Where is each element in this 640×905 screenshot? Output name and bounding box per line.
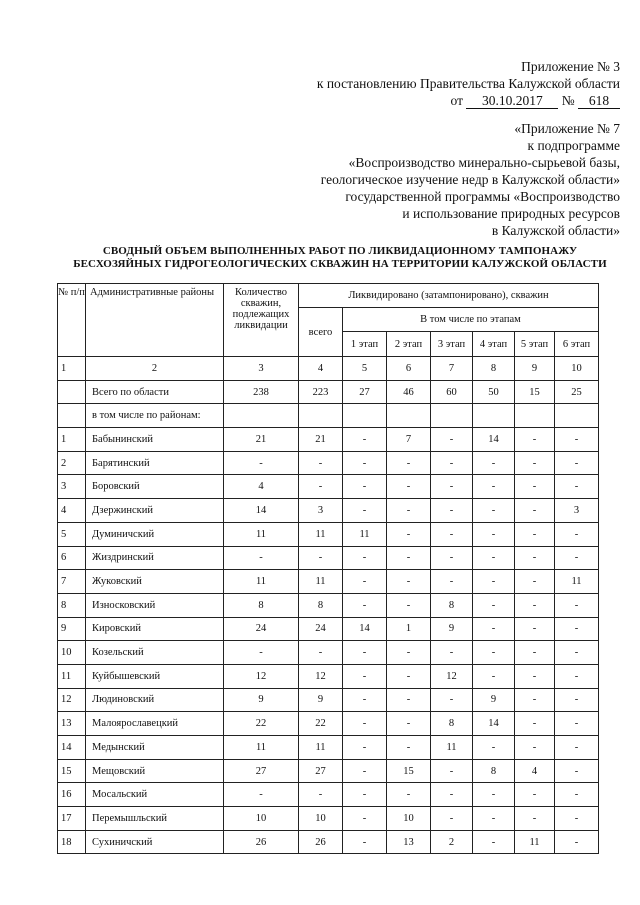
table-cell: -	[387, 712, 431, 736]
table-cell: -	[387, 522, 431, 546]
table-cell: 9	[431, 617, 473, 641]
table-cell: 10	[555, 357, 599, 381]
table-cell	[431, 404, 473, 428]
table-cell: -	[387, 641, 431, 665]
resolution-number: 618	[578, 93, 620, 109]
table-cell: 12	[58, 688, 86, 712]
table-cell: -	[343, 736, 387, 760]
table-cell: -	[343, 428, 387, 452]
table-cell: 11	[224, 570, 299, 594]
table-cell	[515, 404, 555, 428]
table-row	[58, 736, 599, 760]
table-cell: 46	[387, 380, 431, 404]
table-cell: -	[299, 546, 343, 570]
table-cell: 27	[224, 759, 299, 783]
table-cell: 11	[224, 522, 299, 546]
table-cell: 8	[431, 593, 473, 617]
table-cell: -	[473, 807, 515, 831]
table-row	[58, 617, 599, 641]
table-cell: Сухиничский	[86, 830, 224, 854]
table-cell: 9	[299, 688, 343, 712]
table-row	[58, 546, 599, 570]
table-cell: -	[431, 451, 473, 475]
table-cell: 14	[58, 736, 86, 760]
table-cell: 2	[431, 830, 473, 854]
table-row	[58, 641, 599, 665]
table-cell: -	[473, 546, 515, 570]
table-cell: -	[343, 641, 387, 665]
table-cell: 2	[86, 357, 224, 381]
document-title: СВОДНЫЙ ОБЪЕМ ВЫПОЛНЕННЫХ РАБОТ ПО ЛИКВИДАЦИОННОМУ ТАМПОНАЖУ БЕСХОЗЯЙНЫХ ГИДРОГЕОЛОГИЧЕСКИХ СКВАЖИН НА ТЕРРИТОРИИ КАЛУЖСКОЙ ОБЛАСТИ	[73, 245, 607, 270]
table-cell: Жиздринский	[86, 546, 224, 570]
table-cell: Жуковский	[86, 570, 224, 594]
table-cell: 1	[58, 357, 86, 381]
header-district: Административные районы	[86, 284, 224, 357]
table-cell: -	[515, 664, 555, 688]
table-cell: в том числе по районам:	[86, 404, 224, 428]
table-cell: 8	[224, 593, 299, 617]
header-stage-2: 2 этап	[387, 332, 431, 357]
table-cell: 11	[299, 522, 343, 546]
table-cell: -	[473, 783, 515, 807]
table-cell: -	[515, 783, 555, 807]
table-cell: 25	[555, 380, 599, 404]
table-cell: 238	[224, 380, 299, 404]
table-cell: -	[299, 475, 343, 499]
table-cell	[555, 404, 599, 428]
table-cell: 14	[343, 617, 387, 641]
header-stage-5: 5 этап	[515, 332, 555, 357]
table-cell: Козельский	[86, 641, 224, 665]
table-cell: 26	[299, 830, 343, 854]
table-cell: 8	[473, 759, 515, 783]
table-cell	[473, 404, 515, 428]
annex-header: «Приложение № 7 к подпрограмме «Воспроизводство минерально-сырьевой базы, геологическое изучение недр в Калужской области» государственной программы «Воспроизводство и использование природных ресурсов в Калужской области»	[320, 121, 620, 238]
table-cell: -	[387, 570, 431, 594]
table-row	[58, 664, 599, 688]
table-cell: -	[343, 475, 387, 499]
header-num: № п/п	[58, 284, 86, 357]
table-cell: -	[555, 736, 599, 760]
table-cell: -	[515, 712, 555, 736]
table-cell: -	[343, 712, 387, 736]
table-cell: Боровский	[86, 475, 224, 499]
resolution-header	[317, 58, 620, 109]
table-cell: -	[224, 783, 299, 807]
table-cell: -	[343, 570, 387, 594]
header-liquidated: Ликвидировано (затампонировано), скважин	[299, 284, 599, 308]
table-cell: Перемышльский	[86, 807, 224, 831]
table-cell: Малоярославецкий	[86, 712, 224, 736]
table-cell: 13	[58, 712, 86, 736]
table-cell: 16	[58, 783, 86, 807]
table-cell: 9	[58, 617, 86, 641]
table-cell: 24	[299, 617, 343, 641]
table-cell: Мещовский	[86, 759, 224, 783]
table-cell: -	[473, 664, 515, 688]
table-cell: 3	[299, 499, 343, 523]
table-cell: -	[515, 807, 555, 831]
table-cell: -	[224, 546, 299, 570]
table-cell: -	[473, 617, 515, 641]
table-cell: -	[473, 499, 515, 523]
table-cell: 5	[58, 522, 86, 546]
wells-table	[57, 283, 599, 854]
table-row	[58, 499, 599, 523]
table-cell: 10	[224, 807, 299, 831]
table-cell: 15	[515, 380, 555, 404]
table-cell: 11	[224, 736, 299, 760]
header-count: Количество скважин, подлежащих ликвидации	[224, 284, 299, 357]
table-cell: -	[515, 475, 555, 499]
table-cell: 27	[299, 759, 343, 783]
table-cell: -	[387, 736, 431, 760]
table-cell: 7	[387, 428, 431, 452]
table-cell: -	[343, 593, 387, 617]
table-cell: 50	[473, 380, 515, 404]
table-row	[58, 688, 599, 712]
table-cell: 12	[431, 664, 473, 688]
table-cell: -	[555, 593, 599, 617]
table-cell: -	[387, 783, 431, 807]
table-cell: 17	[58, 807, 86, 831]
table-cell: 18	[58, 830, 86, 854]
table-cell: 11	[515, 830, 555, 854]
table-cell: -	[515, 736, 555, 760]
table-cell	[299, 404, 343, 428]
table-cell: 3	[224, 357, 299, 381]
table-cell: 10	[58, 641, 86, 665]
table-cell: -	[555, 712, 599, 736]
table-cell: -	[343, 807, 387, 831]
table-cell: 13	[387, 830, 431, 854]
table-cell: 14	[473, 712, 515, 736]
table-cell	[224, 404, 299, 428]
table-row	[58, 593, 599, 617]
table-cell: -	[299, 451, 343, 475]
table-cell: -	[431, 688, 473, 712]
table-cell: -	[343, 546, 387, 570]
table-cell	[58, 380, 86, 404]
resolution-date-line: от 30.10.2017 № 618	[317, 92, 620, 109]
table-cell: -	[473, 641, 515, 665]
table-cell: -	[555, 807, 599, 831]
table-cell: -	[515, 570, 555, 594]
table-cell: -	[515, 451, 555, 475]
table-cell: -	[431, 783, 473, 807]
header-total: всего	[299, 308, 343, 357]
table-cell: -	[299, 783, 343, 807]
table-cell: -	[555, 759, 599, 783]
table-cell: -	[387, 451, 431, 475]
table-cell	[343, 404, 387, 428]
table-row	[58, 522, 599, 546]
table-cell: 9	[473, 688, 515, 712]
table-cell: 1	[58, 428, 86, 452]
table-cell: -	[515, 546, 555, 570]
resolution-date: 30.10.2017	[466, 93, 558, 109]
table-cell: Людиновский	[86, 688, 224, 712]
table-cell: 10	[387, 807, 431, 831]
table-cell: -	[431, 428, 473, 452]
table-cell: -	[473, 451, 515, 475]
table-cell: -	[515, 499, 555, 523]
table-row	[58, 759, 599, 783]
table-cell: 11	[299, 736, 343, 760]
table-cell: Кировский	[86, 617, 224, 641]
table-cell: -	[555, 546, 599, 570]
table-cell: -	[431, 641, 473, 665]
table-cell: -	[343, 783, 387, 807]
table-cell: 11	[555, 570, 599, 594]
header-stage-4: 4 этап	[473, 332, 515, 357]
table-cell: -	[431, 759, 473, 783]
table-cell: 24	[224, 617, 299, 641]
table-cell: Бабынинский	[86, 428, 224, 452]
table-cell: 7	[431, 357, 473, 381]
table-row	[58, 830, 599, 854]
subheader-row	[58, 404, 599, 428]
table-cell: -	[343, 664, 387, 688]
table-cell: Всего по области	[86, 380, 224, 404]
table-cell: 9	[515, 357, 555, 381]
table-cell: -	[343, 499, 387, 523]
table-cell: -	[343, 830, 387, 854]
resolution-reference: к постановлению Правительства Калужской области	[316, 76, 620, 91]
table-cell: -	[431, 522, 473, 546]
table-cell: 3	[555, 499, 599, 523]
table-cell: 12	[299, 664, 343, 688]
table-cell: -	[555, 830, 599, 854]
table-cell: 60	[431, 380, 473, 404]
table-cell: -	[515, 641, 555, 665]
table-cell	[387, 404, 431, 428]
table-cell: 6	[387, 357, 431, 381]
table-cell: 6	[58, 546, 86, 570]
table-cell: -	[224, 451, 299, 475]
table-cell: -	[473, 475, 515, 499]
table-cell: 22	[224, 712, 299, 736]
header-stage-3: 3 этап	[431, 332, 473, 357]
header-stage-1: 1 этап	[343, 332, 387, 357]
table-cell: 223	[299, 380, 343, 404]
table-cell: -	[555, 428, 599, 452]
table-cell: -	[343, 688, 387, 712]
table-cell: -	[387, 499, 431, 523]
table-cell: 2	[58, 451, 86, 475]
table-cell: 27	[343, 380, 387, 404]
table-cell: -	[473, 570, 515, 594]
table-cell: -	[431, 499, 473, 523]
table-cell: -	[555, 451, 599, 475]
table-row	[58, 807, 599, 831]
table-cell: -	[387, 664, 431, 688]
table-cell: -	[515, 688, 555, 712]
table-cell: 26	[224, 830, 299, 854]
table-cell: -	[515, 522, 555, 546]
table-cell: 9	[224, 688, 299, 712]
table-cell: -	[431, 546, 473, 570]
table-cell: 4	[515, 759, 555, 783]
table-cell: 21	[224, 428, 299, 452]
table-cell: -	[343, 759, 387, 783]
table-cell: Мосальский	[86, 783, 224, 807]
table-cell: -	[555, 688, 599, 712]
table-cell: -	[515, 617, 555, 641]
appendix-3-label: Приложение № 3	[521, 59, 620, 74]
table-row	[58, 570, 599, 594]
table-cell: -	[555, 641, 599, 665]
table-cell: -	[343, 451, 387, 475]
table-cell: 12	[224, 664, 299, 688]
table-cell: -	[387, 546, 431, 570]
table-row	[58, 712, 599, 736]
table-cell: 22	[299, 712, 343, 736]
table-cell: Дзержинский	[86, 499, 224, 523]
table-cell: -	[555, 783, 599, 807]
table-cell: 11	[343, 522, 387, 546]
table-cell: 8	[473, 357, 515, 381]
table-cell: -	[473, 830, 515, 854]
table-cell: -	[431, 570, 473, 594]
table-cell: 8	[299, 593, 343, 617]
table-row	[58, 475, 599, 499]
table-cell: -	[515, 428, 555, 452]
table-cell: Медынский	[86, 736, 224, 760]
table-cell: 15	[58, 759, 86, 783]
table-cell: Куйбышевский	[86, 664, 224, 688]
table-cell: 10	[299, 807, 343, 831]
table-cell: -	[473, 522, 515, 546]
table-cell: -	[555, 475, 599, 499]
table-cell: -	[387, 475, 431, 499]
table-cell: 11	[431, 736, 473, 760]
table-cell: -	[555, 664, 599, 688]
table-cell: -	[555, 522, 599, 546]
table-cell: 15	[387, 759, 431, 783]
table-cell: -	[299, 641, 343, 665]
table-cell: 14	[473, 428, 515, 452]
table-cell: 1	[387, 617, 431, 641]
table-cell: 11	[58, 664, 86, 688]
table-cell: -	[431, 475, 473, 499]
table-cell: 14	[224, 499, 299, 523]
total-row	[58, 380, 599, 404]
table-cell: 11	[299, 570, 343, 594]
table-cell: -	[555, 617, 599, 641]
table-cell: Барятинский	[86, 451, 224, 475]
table-cell: -	[387, 593, 431, 617]
table-cell	[58, 404, 86, 428]
table-row	[58, 428, 599, 452]
table-row	[58, 783, 599, 807]
column-numbers-row	[58, 357, 599, 381]
table-cell: 7	[58, 570, 86, 594]
table-cell: 8	[58, 593, 86, 617]
table-cell: 21	[299, 428, 343, 452]
header-stages-group: В том числе по этапам	[343, 308, 599, 332]
table-cell: -	[224, 641, 299, 665]
table-cell: -	[515, 593, 555, 617]
table-cell: 8	[431, 712, 473, 736]
table-row	[58, 451, 599, 475]
table-cell: 4	[58, 499, 86, 523]
table-cell: Думиничский	[86, 522, 224, 546]
header-stage-6: 6 этап	[555, 332, 599, 357]
table-cell: -	[473, 593, 515, 617]
table-cell: -	[431, 807, 473, 831]
table-cell: 5	[343, 357, 387, 381]
table-cell: 4	[224, 475, 299, 499]
table-cell: Износковский	[86, 593, 224, 617]
table-cell: -	[387, 688, 431, 712]
table-cell: -	[473, 736, 515, 760]
table-cell: 3	[58, 475, 86, 499]
table-cell: 4	[299, 357, 343, 381]
